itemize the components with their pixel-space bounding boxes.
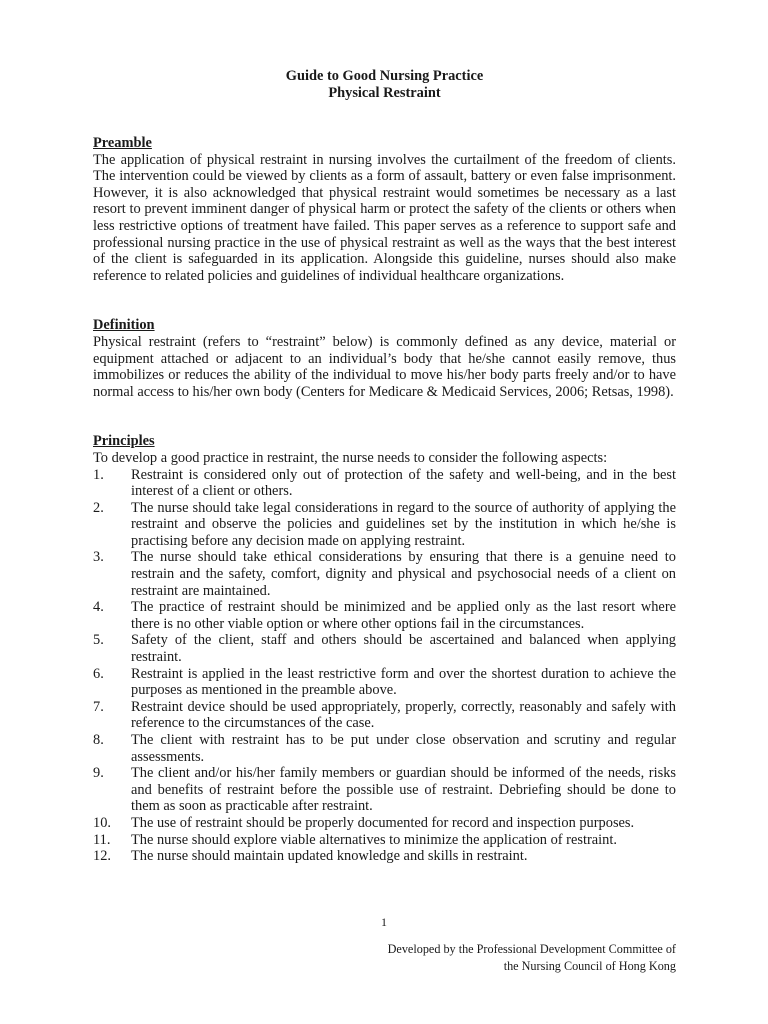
list-item bbox=[93, 815, 676, 832]
principles-list bbox=[93, 467, 676, 865]
list-item bbox=[93, 632, 676, 665]
page-number: 1 bbox=[381, 915, 387, 929]
list-item-number: 6. bbox=[93, 665, 104, 682]
list-item-number: 3. bbox=[93, 549, 104, 566]
list-item-number: 10. bbox=[93, 814, 111, 831]
list-item bbox=[93, 549, 676, 599]
footer-line-1: Developed by the Professional Development Committee of bbox=[387, 942, 676, 956]
list-item bbox=[93, 599, 676, 632]
list-item-text: The practice of restraint should be minimized and be applied only as the last resort where there is no other viable option or where other options fail in the circumstances. bbox=[131, 599, 676, 632]
document-page bbox=[93, 68, 676, 865]
list-item-number: 5. bbox=[93, 632, 104, 649]
list-item-text: The nurse should maintain updated knowledge and skills in restraint. bbox=[131, 848, 528, 865]
list-item-text: Restraint is applied in the least restrictive form and over the shortest duration to achieve the purposes as mentioned in the preamble above. bbox=[131, 665, 676, 699]
list-item-text: The client and/or his/her family members or guardian should be informed of the needs, risks and benefits of restraint before the possible use of restraint. Debriefing should be done to them as soon as practicable after restraint. bbox=[131, 765, 676, 815]
list-item bbox=[93, 732, 676, 765]
list-item-number: 11. bbox=[93, 831, 111, 848]
list-item-text: The nurse should take ethical considerations by ensuring that there is a genuine need to restrain and the safety, comfort, dignity and physical and psychosocial needs of a client on restraint are maintained. bbox=[131, 549, 676, 599]
list-item bbox=[93, 848, 676, 865]
definition-text: Physical restraint (refers to “restraint” below) is commonly defined as any device, material or equipment attached or adjacent to an individual’s body that he/she cannot easily remove, thus immobilizes or reduces the ability of the individual to move his/her body parts freely and/or to have normal access to his/her own body (Centers for Medicare & Medicaid Services, 2006; Retsas, 1998). bbox=[93, 333, 676, 400]
document-title: Guide to Good Nursing Practice bbox=[285, 68, 484, 84]
list-item-text: The nurse should explore viable alternatives to minimize the application of restraint. bbox=[131, 831, 617, 848]
preamble-text: The application of physical restraint in nursing involves the curtailment of the freedom of clients. The intervention could be viewed by clients as a form of assault, battery or even false imprisonment. However, it is also acknowledged that physical restraint would sometimes be necessary as a last resort to prevent imminent danger of physical harm or protect the safety of the clients or others when less restrictive options of treatment have failed. This paper serves as a reference to support safe and professional nursing practice in the use of physical restraint as well as the ways that the best interest of the client is safeguarded in its application. Alongside this guideline, nurses should also make reference to related policies and guidelines of individual healthcare organizations. bbox=[93, 151, 676, 284]
list-item-number: 8. bbox=[93, 732, 104, 748]
list-item-text: Restraint device should be used appropriately, properly, correctly, reasonably and safely with reference to the circumstances of the case. bbox=[131, 698, 676, 732]
principles-section bbox=[93, 433, 676, 864]
list-item-number: 4. bbox=[93, 599, 104, 616]
list-item bbox=[93, 765, 676, 815]
list-item-number: 7. bbox=[93, 698, 104, 715]
list-item bbox=[93, 467, 676, 500]
principles-heading: Principles bbox=[93, 433, 155, 450]
list-item-text: The client with restraint has to be put under close observation and scrutiny and regular assessments. bbox=[131, 732, 676, 765]
list-item-number: 1. bbox=[93, 466, 104, 483]
list-item-text: Safety of the client, staff and others should be ascertained and balanced when applying restraint. bbox=[131, 632, 676, 666]
list-item bbox=[93, 666, 676, 699]
list-item bbox=[93, 500, 676, 550]
definition-heading: Definition bbox=[93, 317, 155, 334]
principles-intro: To develop a good practice in restraint, the nurse needs to consider the following aspects: bbox=[93, 449, 608, 466]
document-subtitle: Physical Restraint bbox=[328, 85, 441, 101]
footer-line-2: the Nursing Council of Hong Kong bbox=[503, 958, 676, 973]
list-item-number: 9. bbox=[93, 765, 104, 782]
list-item bbox=[93, 832, 676, 849]
preamble-heading: Preamble bbox=[93, 135, 152, 151]
list-item bbox=[93, 699, 676, 732]
document-footer bbox=[388, 941, 676, 974]
list-item-text: Restraint is considered only out of protection of the safety and well-being, and in the best interest of a client or others. bbox=[131, 466, 676, 500]
list-item-number: 12. bbox=[93, 848, 111, 865]
definition-section bbox=[93, 317, 676, 400]
preamble-section bbox=[93, 135, 676, 284]
list-item-number: 2. bbox=[93, 499, 104, 516]
list-item-text: The use of restraint should be properly documented for record and inspection purposes. bbox=[131, 814, 635, 831]
list-item-text: The nurse should take legal considerations in regard to the source of authority of applying the restraint and observe the policies and guidelines set by the institution in which he/she is practising before any decision made on applying restraint. bbox=[131, 499, 676, 549]
